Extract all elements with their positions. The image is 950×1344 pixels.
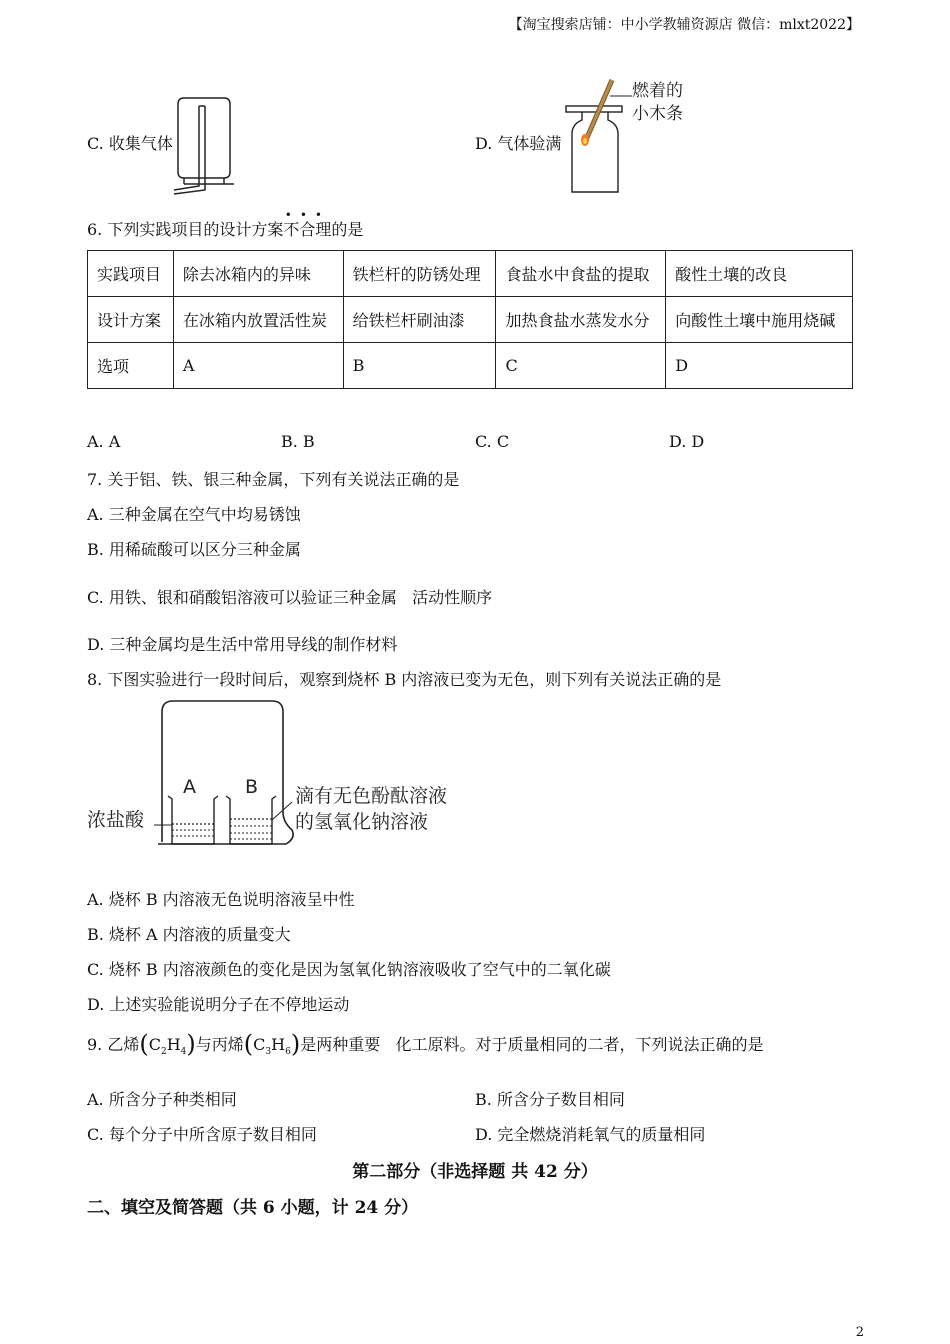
burning-stick-label-line2: 小木条 (632, 104, 683, 124)
page-header: 【淘宝搜索店铺：中小学教辅资源店 微信：mlxt2022】 (508, 17, 860, 33)
q9-stem: 9. 乙烯$(C_2H_4)$与丙烯$(C_3H_6)$是两种重要 化工原料。对于质量相同的二者，下列说法正确的是 (87, 1030, 764, 1058)
formula-subscript: 3 (265, 1047, 272, 1057)
table-cell: 选项 (88, 343, 174, 389)
q6-option-a: A. A (87, 432, 121, 451)
part2-title: 第二部分（非选择题 共 42 分） (352, 1162, 598, 1182)
table-cell: A (173, 343, 343, 389)
gas-collection-bottle-figure (170, 94, 240, 196)
table-cell: 设计方案 (88, 297, 174, 343)
q7-option-a: A. 三种金属在空气中均易锈蚀 (87, 505, 301, 524)
section2-title: 二、填空及简答题（共 6 小题，计 24 分） (87, 1198, 419, 1218)
formula-c: C (148, 1035, 161, 1054)
table-row (88, 251, 853, 297)
q9-option-c: C. 每个分子中所含原子数目相同 (87, 1125, 317, 1144)
q7-stem: 7. 关于铝、铁、银三种金属，下列有关说法正确的是 (87, 470, 460, 489)
beaker-b-label: B (245, 776, 259, 798)
q7-option-c: C. 用铁、银和硝酸铝溶液可以验证三种金属 活动性顺序 (87, 588, 493, 607)
concentrated-hcl-label: 浓盐酸 (87, 809, 145, 831)
formula-subscript: 4 (180, 1047, 187, 1057)
q8-stem: 8. 下图实验进行一段时间后，观察到烧杯 B 内溶液已变为无色，则下列有关说法正确的是 (87, 670, 722, 689)
q6-table (87, 250, 853, 389)
table-cell: 向酸性土壤中施用烧碱 (666, 297, 853, 343)
table-cell: 除去冰箱内的异味 (173, 251, 343, 297)
beaker-a-label: A (183, 776, 196, 798)
q6-stem-pre: 6. 下列实践项目的设计方案 (87, 220, 284, 239)
q9-option-a: A. 所含分子种类相同 (87, 1090, 237, 1109)
table-cell: 给铁栏杆刷油漆 (343, 297, 496, 343)
formula-h: H (166, 1035, 181, 1054)
gas-full-test-figure (560, 74, 695, 198)
q6-stem-post: 的是 (331, 220, 364, 239)
table-cell: 加热食盐水蒸发水分 (496, 297, 666, 343)
formula-h: H (271, 1035, 286, 1054)
table-cell: D (666, 343, 853, 389)
q6-stem-emphasis: ••• 不合理 (283, 208, 332, 239)
table-row (88, 297, 853, 343)
q7-option-d: D. 三种金属均是生活中常用导线的制作材料 (87, 635, 398, 654)
q6-stem (87, 208, 364, 240)
phenolphthalein-label-line2: 的氢氧化钠溶液 (295, 811, 429, 833)
beaker-experiment-figure (86, 698, 486, 852)
formula-c: C (253, 1035, 266, 1054)
q9-option-b: B. 所含分子数目相同 (475, 1090, 625, 1109)
q6-option-d: D. D (669, 432, 705, 451)
table-cell: 实践项目 (88, 251, 174, 297)
q6-stem-emphasis-text: 不合理 (283, 220, 332, 239)
phenolphthalein-label-line1: 滴有无色酚酞溶液 (295, 785, 448, 807)
q9-stem-pre: 9. 乙烯 (87, 1035, 140, 1054)
table-cell: 在冰箱内放置活性炭 (173, 297, 343, 343)
table-cell: 铁栏杆的防锈处理 (343, 251, 496, 297)
formula-subscript: 2 (160, 1047, 167, 1057)
table-cell: C (496, 343, 666, 389)
q5-option-d: D. 气体验满 (475, 134, 562, 153)
burning-stick-label-line1: 燃着的 (632, 81, 683, 101)
table-cell: 酸性土壤的改良 (666, 251, 853, 297)
table-cell: 食盐水中食盐的提取 (496, 251, 666, 297)
q9-option-d: D. 完全燃烧消耗氧气的质量相同 (475, 1125, 706, 1144)
q6-option-c: C. C (475, 432, 510, 451)
table-cell: B (343, 343, 496, 389)
formula-subscript: 6 (285, 1047, 291, 1057)
q8-option-c: C. 烧杯 B 内溶液颜色的变化是因为氢氧化钠溶液吸收了空气中的二氧化碳 (87, 960, 611, 979)
q6-option-b: B. B (281, 432, 315, 451)
q7-option-b: B. 用稀硫酸可以区分三种金属 (87, 540, 301, 559)
q5-option-c: C. 收集气体 (87, 134, 173, 153)
page-number: 2 (855, 1325, 864, 1340)
q8-option-d: D. 上述实验能说明分子在不停地运动 (87, 995, 350, 1014)
q9-stem-mid: 与丙烯 (195, 1035, 244, 1054)
q9-stem-post: 是两种重要 化工原料。对于质量相同的二者，下列说法正确的是 (300, 1035, 764, 1054)
q8-option-b: B. 烧杯 A 内溶液的质量变大 (87, 925, 291, 944)
q8-option-a: A. 烧杯 B 内溶液无色说明溶液呈中性 (87, 890, 355, 909)
table-row (88, 343, 853, 389)
